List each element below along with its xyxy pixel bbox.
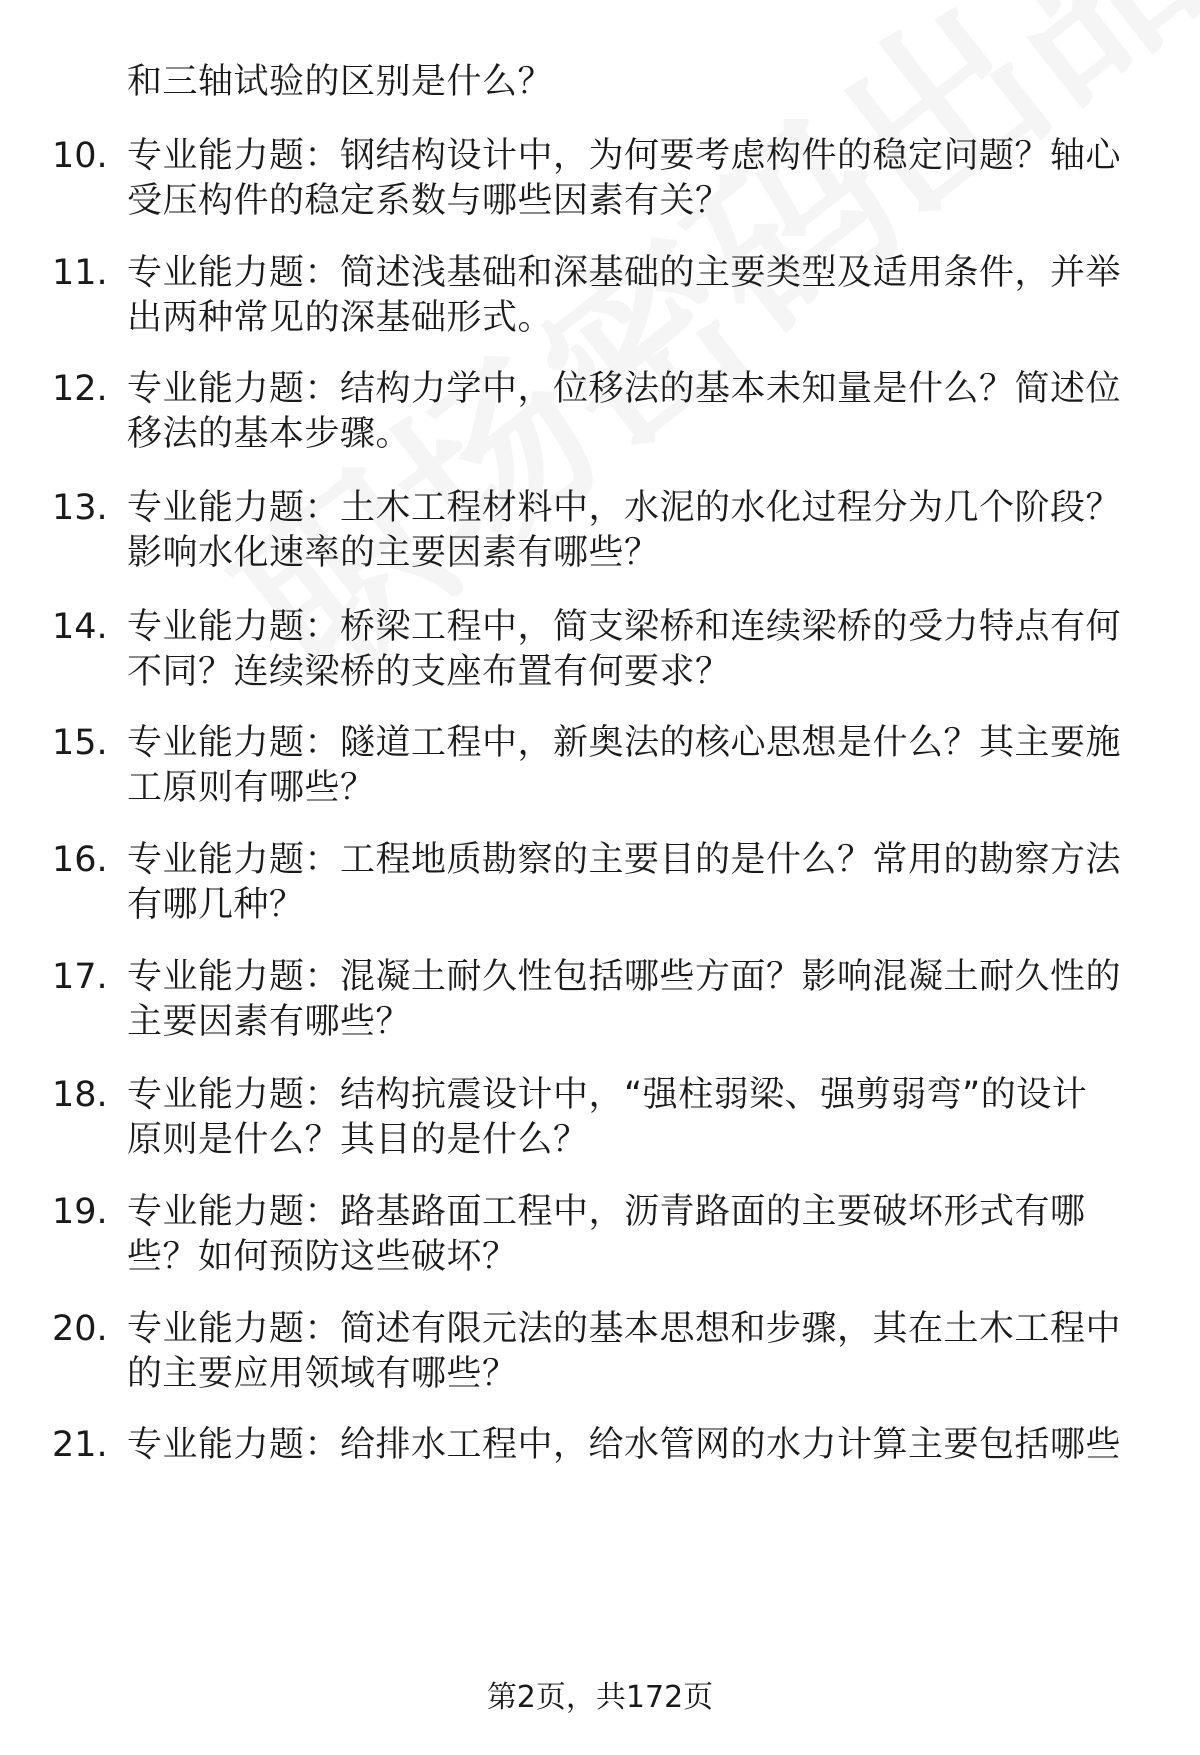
item-text-line2: 些？如何预防这些破坏？ xyxy=(127,1237,518,1277)
item-number: 10. xyxy=(52,136,108,176)
item-text-line1: 专业能力题：混凝土耐久性包括哪些方面？影响混凝土耐久性的 xyxy=(127,957,1122,997)
item-text-line2: 影响水化速率的主要因素有哪些？ xyxy=(127,533,660,573)
item-text-line2: 不同？连续梁桥的支座布置有何要求？ xyxy=(127,652,731,692)
item-text-line1: 专业能力题：结构力学中，位移法的基本未知量是什么？简述位 xyxy=(127,369,1122,409)
item-number: 15. xyxy=(52,723,108,763)
item-text-line2: 的主要应用领域有哪些？ xyxy=(127,1354,518,1394)
item-text-line1: 专业能力题：结构抗震设计中，“强柱弱梁、强剪弱弯”的设计 xyxy=(127,1075,1088,1115)
item-text-line1: 专业能力题：路基路面工程中，沥青路面的主要破坏形式有哪 xyxy=(127,1192,1086,1232)
item-number: 16. xyxy=(52,840,108,880)
item-text-line2: 原则是什么？其目的是什么？ xyxy=(127,1120,589,1160)
item-number: 12. xyxy=(52,369,108,409)
item-text-line2: 工原则有哪些？ xyxy=(127,768,376,808)
item-number: 13. xyxy=(52,488,108,528)
item-text-line1: 专业能力题：工程地质勘察的主要目的是什么？常用的勘察方法 xyxy=(127,840,1122,880)
item-number: 17. xyxy=(52,957,108,997)
item-text-line1: 专业能力题：桥梁工程中，简支梁桥和连续梁桥的受力特点有何 xyxy=(127,607,1122,647)
item-number: 14. xyxy=(52,607,108,647)
item-number: 20. xyxy=(52,1309,108,1349)
item-text-line1: 专业能力题：钢结构设计中，为何要考虑构件的稳定问题？轴心 xyxy=(127,136,1122,176)
item-text-line1: 专业能力题：土木工程材料中，水泥的水化过程分为几个阶段？ xyxy=(127,488,1122,528)
item-number: 18. xyxy=(52,1075,108,1115)
item-text-line1: 专业能力题：简述有限元法的基本思想和步骤，其在土木工程中 xyxy=(127,1309,1122,1349)
item-text-line2: 移法的基本步骤。 xyxy=(127,414,412,454)
continuation-line: 和三轴试验的区别是什么？ xyxy=(127,62,554,102)
item-number: 11. xyxy=(52,253,108,293)
page-footer: 第2页，共172页 xyxy=(486,1680,714,1715)
item-text-line1: 专业能力题：简述浅基础和深基础的主要类型及适用条件，并举 xyxy=(127,253,1122,293)
item-text-line2: 受压构件的稳定系数与哪些因素有关？ xyxy=(127,181,731,221)
item-text-line2: 主要因素有哪些？ xyxy=(127,1002,412,1042)
item-text-line1: 专业能力题：隧道工程中，新奥法的核心思想是什么？其主要施 xyxy=(127,723,1122,763)
item-text-line1: 专业能力题：给排水工程中，给水管网的水力计算主要包括哪些 xyxy=(127,1425,1122,1465)
item-text-line2: 有哪几种？ xyxy=(127,885,305,925)
item-number: 19. xyxy=(52,1192,108,1232)
item-text-line2: 出两种常见的深基础形式。 xyxy=(127,298,554,338)
item-number: 21. xyxy=(52,1425,108,1465)
